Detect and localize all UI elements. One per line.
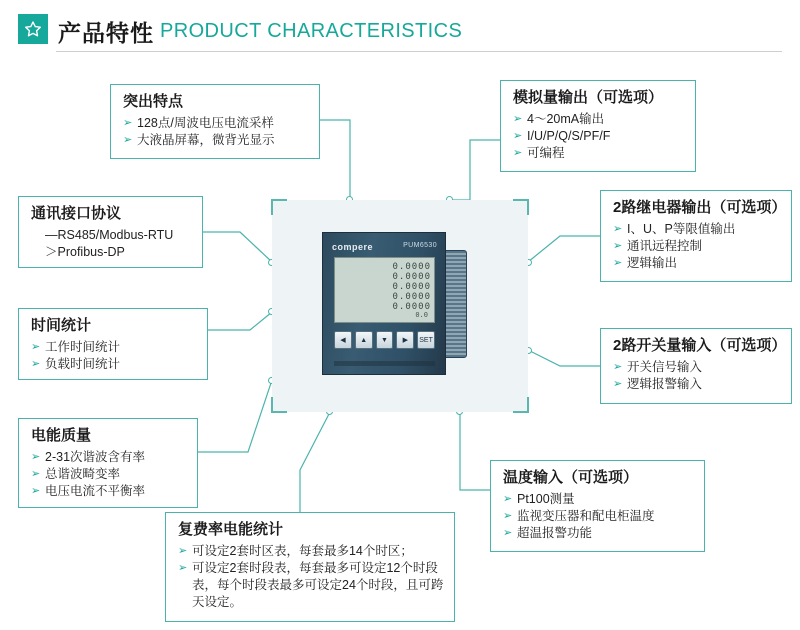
meter-body — [322, 232, 446, 375]
callout-title: 模拟量输出（可选项） — [513, 89, 664, 106]
list-item-text: 开关信号输入 — [627, 360, 703, 374]
bullet-icon: ➢ — [31, 485, 41, 497]
callout-list — [31, 449, 187, 500]
callout-title: 2路开关量输入（可选项） — [613, 337, 787, 354]
bullet-icon: ➢ — [503, 493, 513, 505]
callout-power-quality — [18, 418, 198, 508]
callout-list — [613, 221, 781, 272]
callout-list — [613, 359, 781, 393]
callout-list — [503, 491, 694, 542]
callout-title: 2路继电器输出（可选项） — [613, 199, 787, 216]
page-title-en: PRODUCT CHARACTERISTICS — [160, 20, 463, 42]
callout-list — [31, 227, 192, 261]
lcd-row: 0.0000 — [392, 262, 431, 272]
list-item-text: 电压电流不平衡率 — [45, 484, 146, 498]
list-item — [123, 132, 309, 149]
callout-list — [123, 115, 309, 149]
list-item-text: 工作时间统计 — [45, 340, 121, 354]
callout-temperature-input — [490, 460, 705, 552]
frame-corner-bottom-left — [271, 397, 287, 413]
callout-list — [178, 543, 444, 611]
list-item — [513, 128, 685, 145]
frame-corner-bottom-right — [513, 397, 529, 413]
lcd-row: 0.0000 — [392, 302, 431, 312]
callout-title: 电能质量 — [31, 427, 92, 444]
bullet-icon: ➢ — [31, 451, 41, 463]
list-item-text: 大液晶屏幕，微背光显示 — [137, 133, 275, 147]
key-down[interactable]: ▼ — [376, 331, 394, 349]
bullet-icon: ➢ — [31, 341, 41, 353]
list-item-text: 2-31次谐波含有率 — [45, 450, 146, 464]
lcd-row: 0.0000 — [392, 272, 431, 282]
list-item — [31, 227, 192, 244]
list-item-text: 超温报警功能 — [517, 526, 593, 540]
list-item — [503, 525, 694, 542]
list-item-text: 可设定2套时区表，每套最多14个时区； — [192, 544, 413, 558]
list-item — [503, 491, 694, 508]
bullet-icon: ➢ — [613, 240, 623, 252]
key-up[interactable]: ▲ — [355, 331, 373, 349]
callout-list — [31, 339, 197, 373]
list-item — [613, 238, 781, 255]
list-item — [513, 145, 685, 162]
list-item — [178, 543, 444, 560]
callout-communication — [18, 196, 203, 268]
key-set[interactable]: SET — [417, 331, 435, 349]
callout-tariff-energy-statistics — [165, 512, 455, 622]
list-item-text: 逻辑报警输入 — [627, 377, 703, 391]
list-item-text: 逻辑输出 — [627, 256, 678, 270]
bullet-icon: ➢ — [513, 130, 523, 142]
frame-corner-top-left — [271, 199, 287, 215]
list-item — [178, 560, 444, 611]
bullet-icon: ➢ — [31, 358, 41, 370]
list-item — [31, 356, 197, 373]
bullet-icon: ➢ — [613, 257, 623, 269]
bullet-icon: ➢ — [178, 545, 188, 557]
callout-time-statistics — [18, 308, 208, 380]
list-item-text: 4～20mA输出 — [527, 112, 605, 126]
star-icon — [18, 14, 48, 44]
list-item-text: —RS485/Modbus-RTU — [45, 228, 174, 242]
meter-lcd-screen — [334, 257, 435, 323]
key-right[interactable]: ▶ — [396, 331, 414, 349]
bullet-icon: ➢ — [178, 562, 188, 574]
callout-title: 通讯接口协议 — [31, 205, 122, 222]
list-item-text: 可编程 — [527, 146, 565, 160]
list-item — [31, 244, 192, 261]
bullet-icon: ➢ — [513, 113, 523, 125]
page-title-cn: 产品特性 — [58, 20, 154, 46]
meter-brand-label: compere — [332, 242, 374, 252]
list-item — [31, 339, 197, 356]
list-item-text: 负载时间统计 — [45, 357, 121, 371]
callout-title: 复费率电能统计 — [178, 521, 284, 538]
bullet-icon: ➢ — [123, 134, 133, 146]
callout-analog-output — [500, 80, 696, 172]
list-item-text: 监视变压器和配电柜温度 — [517, 509, 655, 523]
lcd-row: 0.0000 — [392, 292, 431, 302]
frame-corner-top-right — [513, 199, 529, 215]
list-item — [31, 466, 187, 483]
bullet-icon: ➢ — [31, 468, 41, 480]
callout-title: 温度输入（可选项） — [503, 469, 639, 486]
key-left[interactable]: ◀ — [334, 331, 352, 349]
list-item — [31, 483, 187, 500]
list-item-text: I/U/P/Q/S/PF/F — [527, 129, 611, 143]
list-item-text: 128点/周波电压电流采样 — [137, 116, 274, 130]
device-photo-area — [272, 200, 528, 412]
list-item — [123, 115, 309, 132]
callout-switch-input — [600, 328, 792, 404]
bullet-icon: ➢ — [123, 117, 133, 129]
list-item-text: ＞Profibus-DP — [45, 245, 125, 259]
meter-keypad — [334, 331, 435, 349]
bullet-icon: ➢ — [613, 223, 623, 235]
list-item — [613, 376, 781, 393]
meter-heatsink — [444, 250, 467, 358]
callout-relay-output — [600, 190, 792, 282]
list-item — [613, 221, 781, 238]
list-item-text: 通讯远程控制 — [627, 239, 703, 253]
callout-list — [513, 111, 685, 162]
list-item — [613, 255, 781, 272]
bullet-icon: ➢ — [613, 361, 623, 373]
list-item — [31, 449, 187, 466]
list-item — [503, 508, 694, 525]
bullet-icon: ➢ — [613, 378, 623, 390]
bullet-icon: ➢ — [503, 527, 513, 539]
header-divider — [56, 51, 782, 52]
list-item-text: 可设定2套时段表，每套最多可设定12个时段表，每个时段表最多可设定24个时段，且可跨天设定。 — [192, 561, 444, 609]
callout-title: 突出特点 — [123, 93, 184, 110]
list-item-text: I、U、P等限值输出 — [627, 222, 736, 236]
lcd-secondary-value: 0.0 — [415, 311, 428, 319]
list-item-text: Pt100测量 — [517, 492, 575, 506]
callout-title: 时间统计 — [31, 317, 92, 334]
power-meter-device — [322, 232, 467, 375]
page-header — [18, 10, 782, 54]
list-item-text: 总谐波畸变率 — [45, 467, 121, 481]
callout-highlights — [110, 84, 320, 159]
meter-model-label: PUM6530 — [403, 242, 437, 249]
meter-base-strip — [334, 361, 435, 366]
list-item — [613, 359, 781, 376]
list-item — [513, 111, 685, 128]
lcd-row: 0.0000 — [392, 282, 431, 292]
bullet-icon: ➢ — [503, 510, 513, 522]
bullet-icon: ➢ — [513, 147, 523, 159]
